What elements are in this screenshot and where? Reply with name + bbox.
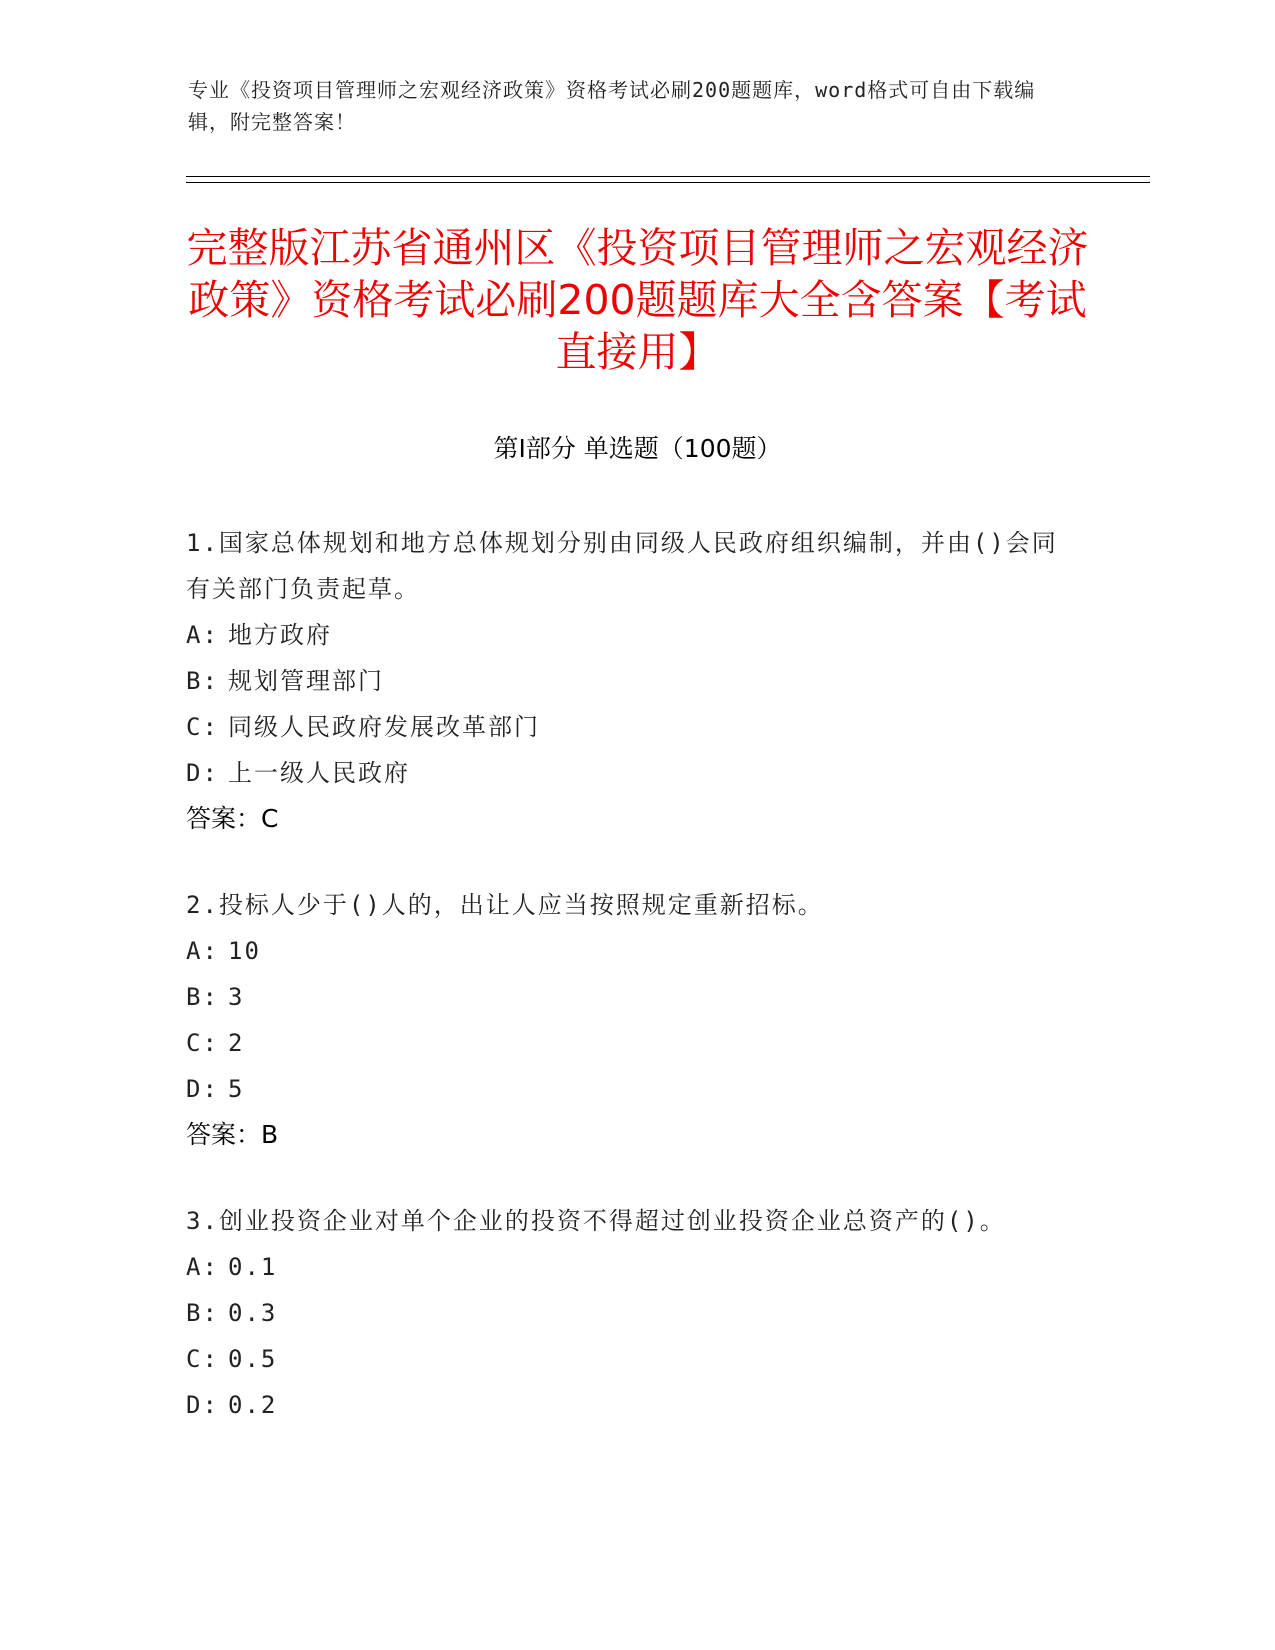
option-text: 上一级人民政府 <box>228 759 410 787</box>
option-text: 地方政府 <box>228 621 332 649</box>
header-rule-top <box>186 176 1150 177</box>
option-text: 规划管理部门 <box>228 667 384 695</box>
option-key: D: <box>186 759 219 787</box>
answer-line: 答案：B <box>186 1120 279 1149</box>
question-stem: 2.投标人少于()人的，出让人应当按照规定重新招标。 <box>186 891 824 919</box>
option-text: 0.3 <box>228 1299 278 1327</box>
option-key: D: <box>186 1391 219 1419</box>
option-a <box>186 928 1066 974</box>
question-stem: 3.创业投资企业对单个企业的投资不得超过创业投资企业总资产的()。 <box>186 1207 1006 1235</box>
question-1 <box>186 520 1066 842</box>
question-list <box>186 520 1066 1468</box>
option-b <box>186 658 1066 704</box>
option-text: 5 <box>228 1075 245 1103</box>
option-key: C: <box>186 713 219 741</box>
option-key: B: <box>186 667 219 695</box>
option-key: A: <box>186 1253 219 1281</box>
option-d <box>186 750 1066 796</box>
option-text: 0.1 <box>228 1253 278 1281</box>
option-key: B: <box>186 1299 219 1327</box>
option-d <box>186 1066 1066 1112</box>
option-c <box>186 1336 1066 1382</box>
question-3 <box>186 1198 1066 1428</box>
question-stem: 1.国家总体规划和地方总体规划分别由同级人民政府组织编制，并由()会同有关部门负责起草。 <box>186 529 1058 603</box>
option-c <box>186 1020 1066 1066</box>
option-key: D: <box>186 1075 219 1103</box>
option-a <box>186 1244 1066 1290</box>
option-a <box>186 612 1066 658</box>
option-d <box>186 1382 1066 1428</box>
answer-line: 答案：C <box>186 804 279 833</box>
header-note: 专业《投资项目管理师之宏观经济政策》资格考试必刷200题题库，word格式可自由下载编辑，附完整答案！ <box>188 78 1036 134</box>
option-text: 2 <box>228 1029 245 1057</box>
option-key: B: <box>186 983 219 1011</box>
option-text: 同级人民政府发展改革部门 <box>228 713 540 741</box>
question-2 <box>186 882 1066 1158</box>
option-text: 10 <box>228 937 261 965</box>
option-c <box>186 704 1066 750</box>
header-rule-bottom <box>186 182 1150 183</box>
option-text: 0.2 <box>228 1391 278 1419</box>
option-b <box>186 1290 1066 1336</box>
option-key: A: <box>186 621 219 649</box>
option-key: C: <box>186 1029 219 1057</box>
option-key: A: <box>186 937 219 965</box>
section-heading: 第Ⅰ部分 单选题（100题） <box>493 434 782 463</box>
option-text: 0.5 <box>228 1345 278 1373</box>
option-b <box>186 974 1066 1020</box>
option-key: C: <box>186 1345 219 1373</box>
option-text: 3 <box>228 983 245 1011</box>
document-title: 完整版江苏省通州区《投资项目管理师之宏观经济政策》资格考试必刷200题题库大全含答案【考试直接用】 <box>186 224 1089 376</box>
